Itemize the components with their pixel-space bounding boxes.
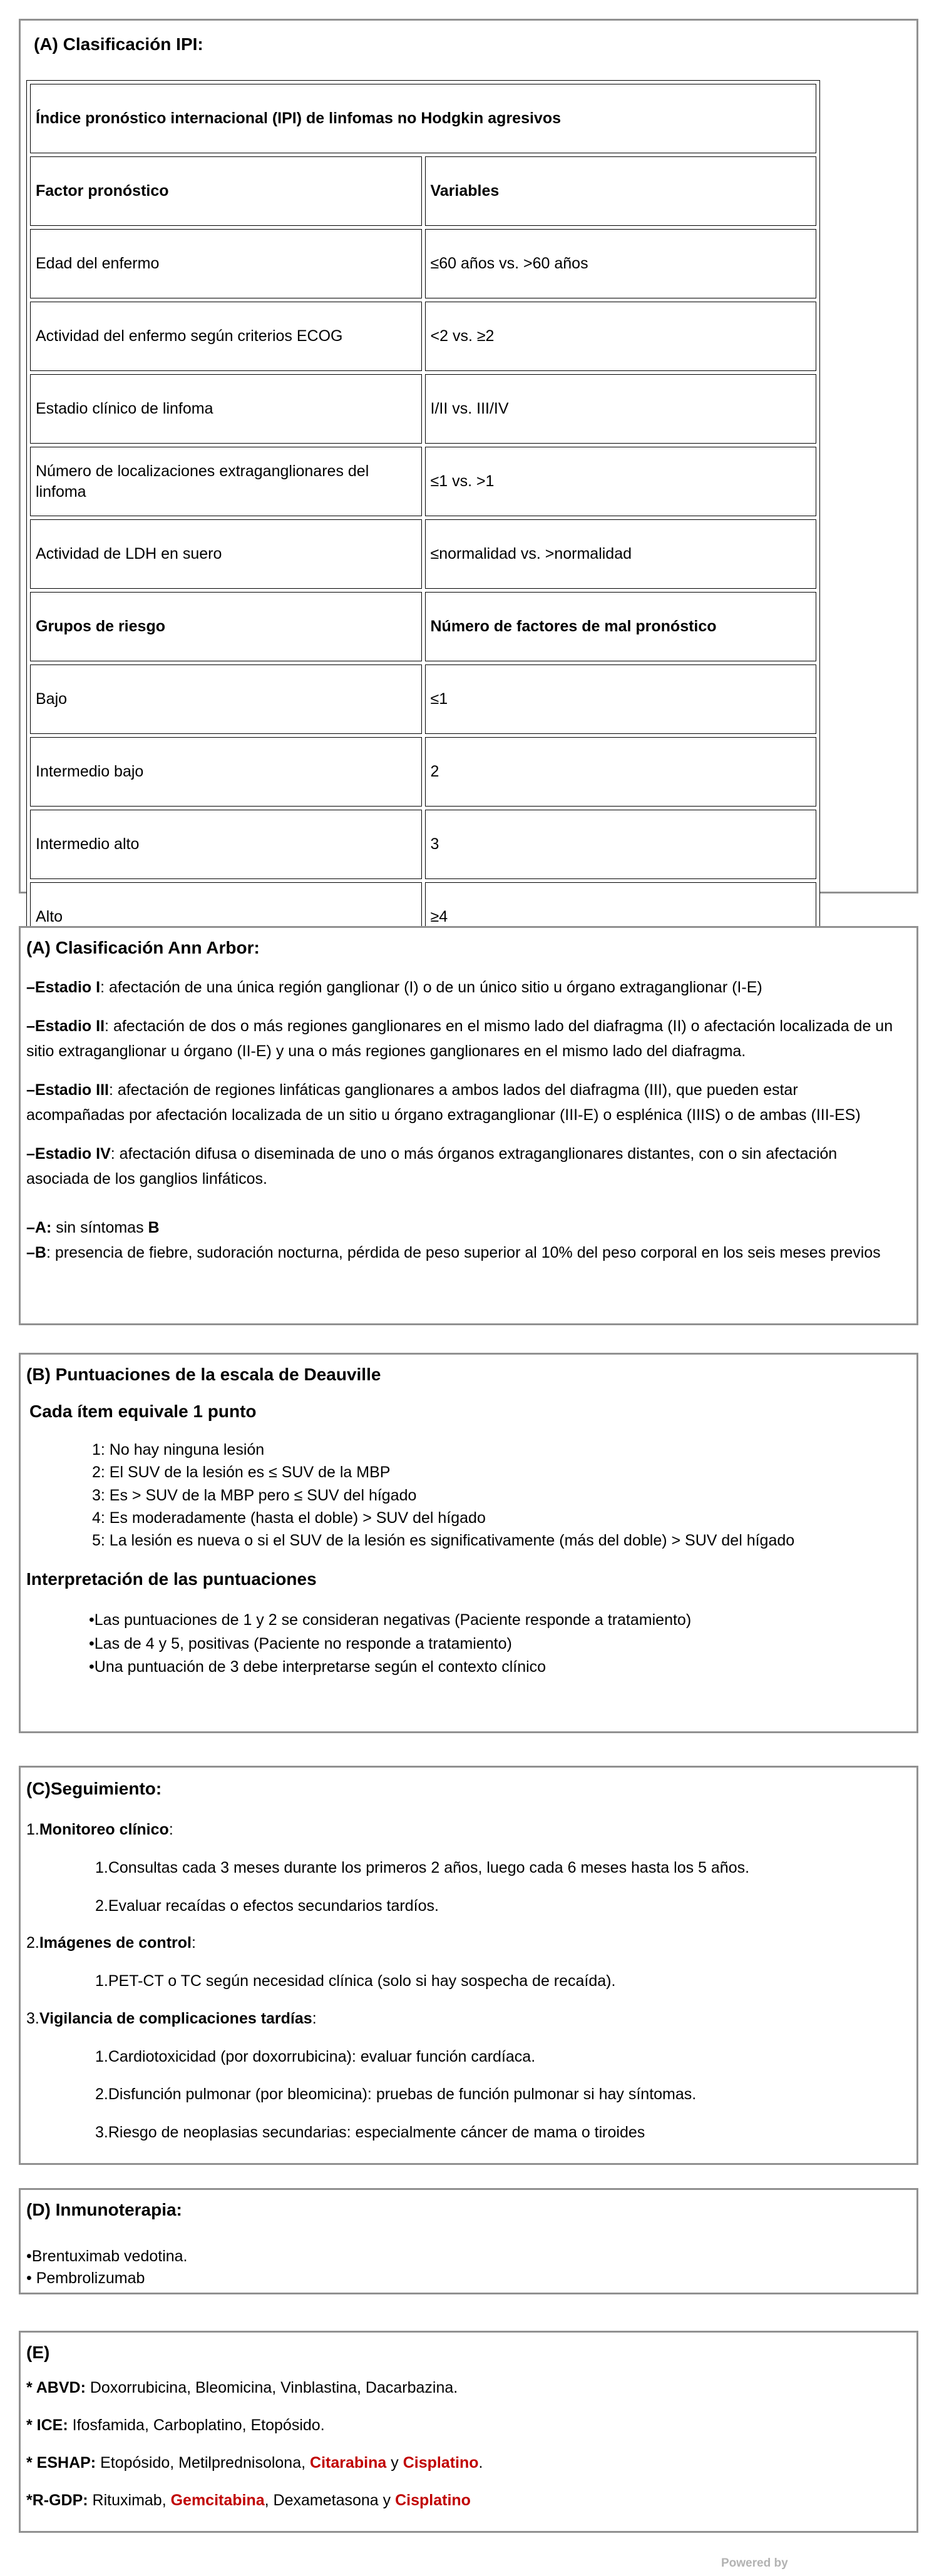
section-title-text: Vigilancia de complicaciones tardías bbox=[39, 2009, 312, 2027]
plain-text: Rituximab, bbox=[88, 2492, 171, 2509]
variable-cell: ≤1 vs. >1 bbox=[425, 447, 817, 516]
table-row bbox=[30, 592, 816, 661]
bullet-item: • Una puntuación de 3 debe interpretarse según el contexto clínico bbox=[89, 1656, 900, 1679]
panel-immunotherapy bbox=[19, 2188, 918, 2294]
bold-text: –B bbox=[26, 1244, 46, 1261]
stage-paragraph bbox=[26, 1141, 900, 1191]
bold-text: B bbox=[148, 1219, 160, 1236]
bold-text: –Estadio III bbox=[26, 1081, 109, 1099]
bold-text: –A: bbox=[26, 1219, 52, 1236]
risk-count-cell: ≤1 bbox=[425, 664, 817, 734]
bold-text: –Estadio IV bbox=[26, 1145, 111, 1163]
table-row bbox=[30, 810, 816, 879]
score-item: 3: Es > SUV de la MBP pero ≤ SUV del hígado bbox=[92, 1486, 417, 1504]
bold-text: * ICE: bbox=[26, 2416, 68, 2434]
score-item: 2: El SUV de la lesión es ≤ SUV de la MBP bbox=[92, 1464, 391, 1482]
risk-count-cell: ≥4 bbox=[425, 882, 817, 952]
table-row bbox=[30, 447, 816, 516]
plain-text: : afectación de una única región ganglionar (I) o de un único sitio u órgano extraganglionar (I-E) bbox=[100, 979, 762, 996]
highlighted-drug-name: Gemcitabina bbox=[170, 2492, 265, 2509]
section-number: 1. bbox=[26, 1821, 39, 1838]
risk-group-cell: Intermedio alto bbox=[30, 810, 422, 879]
variable-cell: I/II vs. III/IV bbox=[425, 374, 817, 444]
immunotherapy-list bbox=[26, 2246, 900, 2289]
risk-group-cell: Intermedio bajo bbox=[30, 737, 422, 807]
regimen-line-rgdp bbox=[26, 2490, 900, 2512]
section-title-text: Imágenes de control bbox=[39, 1934, 192, 1952]
follow-up-item: 2.Disfunción pulmonar (por bleomicina): pruebas de función pulmonar si hay síntomas. bbox=[95, 2085, 697, 2104]
plain-text: y bbox=[386, 2454, 403, 2472]
follow-up-item: 1.Consultas cada 3 meses durante los primeros 2 años, luego cada 6 meses hasta los 5 años. bbox=[95, 1858, 750, 1876]
score-item: 5: La lesión es nueva o si el SUV de la lesión es significativamente (más del doble) > SUV del hígado bbox=[92, 1532, 795, 1549]
bullet-item: • Las de 4 y 5, positivas (Paciente no responde a tratamiento) bbox=[89, 1632, 900, 1656]
panel-deauville-scale bbox=[19, 1353, 918, 1733]
deauville-subheading: Cada ítem equivale 1 punto bbox=[29, 1402, 257, 1421]
powered-by-label: Powered by bbox=[721, 2557, 788, 2570]
panel-ann-arbor bbox=[19, 926, 918, 1325]
plain-text: sin síntomas bbox=[51, 1219, 148, 1236]
interpretation-heading: Interpretación de las puntuaciones bbox=[26, 1569, 317, 1589]
table-row bbox=[30, 229, 816, 298]
variable-cell: ≤normalidad vs. >normalidad bbox=[425, 519, 817, 589]
table-row bbox=[30, 156, 816, 226]
factor-cell: Actividad de LDH en suero bbox=[30, 519, 422, 589]
factor-cell: Número de localizaciones extraganglionares del linfoma bbox=[30, 447, 422, 516]
panel-chemo-regimens bbox=[19, 2331, 918, 2533]
risk-groups-header: Grupos de riesgo bbox=[30, 592, 422, 661]
highlighted-drug-name: Cisplatino bbox=[395, 2492, 471, 2509]
risk-group-cell: Bajo bbox=[30, 664, 422, 734]
bold-text: * ABVD: bbox=[26, 2379, 86, 2396]
panel-ipi-classification bbox=[19, 19, 918, 926]
score-item: 4: Es moderadamente (hasta el doble) > SUV del hígado bbox=[92, 1509, 486, 1527]
highlighted-drug-name: Citarabina bbox=[310, 2454, 387, 2472]
follow-up-section-title bbox=[26, 2008, 900, 2030]
risk-factors-header: Número de factores de mal pronóstico bbox=[425, 592, 817, 661]
section-number: 2. bbox=[26, 1934, 39, 1952]
risk-count-cell: 2 bbox=[425, 737, 817, 807]
interpretation-bullet-list bbox=[89, 1609, 900, 1679]
variable-cell: ≤60 años vs. >60 años bbox=[425, 229, 817, 298]
section-colon: : bbox=[312, 2009, 317, 2027]
follow-up-item: 1.Cardiotoxicidad (por doxorrubicina): evaluar función cardíaca. bbox=[95, 2047, 536, 2065]
panel-follow-up bbox=[19, 1766, 918, 2165]
follow-up-section-title bbox=[26, 1820, 900, 1841]
deauville-heading: (B) Puntuaciones de la escala de Deauville bbox=[26, 1365, 381, 1384]
column-header-variables: Variables bbox=[425, 156, 817, 226]
section-colon: : bbox=[168, 1821, 173, 1838]
section-title-text: Monitoreo clínico bbox=[39, 1821, 169, 1838]
regimen-line-abvd bbox=[26, 2377, 900, 2399]
highlighted-drug-name: Cisplatino bbox=[403, 2454, 479, 2472]
ann-arbor-heading: (A) Clasificación Ann Arbor: bbox=[26, 938, 260, 957]
risk-group-cell: Alto bbox=[30, 882, 422, 952]
bold-text: *R-GDP: bbox=[26, 2492, 88, 2509]
plain-text: : afectación de dos o más regiones ganglionares en el mismo lado del diafragma (II) o afectación localizada de un sitio extraganglionar u órgano (II-E) y una o más regiones ganglionares en el mismo lado del diafragma. bbox=[26, 1017, 893, 1060]
ipi-table-title: Índice pronóstico internacional (IPI) de linfomas no Hodgkin agresivos bbox=[30, 84, 816, 153]
table-row bbox=[30, 374, 816, 444]
follow-up-item: 1.PET-CT o TC según necesidad clínica (solo si hay sospecha de recaída). bbox=[95, 1972, 616, 1990]
factor-cell: Actividad del enfermo según criterios ECOG bbox=[30, 302, 422, 371]
section-number: 3. bbox=[26, 2009, 39, 2027]
ipi-heading: (A) Clasificación IPI: bbox=[34, 34, 203, 54]
table-row bbox=[30, 519, 816, 589]
symptom-b-line bbox=[26, 1240, 900, 1265]
table-row bbox=[30, 664, 816, 734]
plain-text: Ifosfamida, Carboplatino, Etopósido. bbox=[68, 2416, 325, 2434]
drug-item: •Brentuximab vedotina. bbox=[26, 2248, 188, 2265]
stage-paragraph bbox=[26, 1014, 900, 1064]
drug-item: • Pembrolizumab bbox=[26, 2269, 145, 2287]
follow-up-heading: (C)Seguimiento: bbox=[26, 1779, 162, 1798]
ipi-table bbox=[26, 80, 820, 955]
bold-text: –Estadio I bbox=[26, 979, 101, 996]
plain-text: : afectación difusa o diseminada de uno o más órganos extraganglionares distantes, con o sin afectación asociada de los ganglios linfáticos. bbox=[26, 1145, 838, 1188]
regimen-line-eshap bbox=[26, 2452, 900, 2474]
table-row bbox=[30, 302, 816, 371]
score-item: 1: No hay ninguna lesión bbox=[92, 1441, 265, 1459]
variable-cell: <2 vs. ≥2 bbox=[425, 302, 817, 371]
symptom-a-line bbox=[26, 1215, 900, 1240]
stage-paragraph bbox=[26, 975, 900, 1000]
regimen-line-ice bbox=[26, 2415, 900, 2436]
plain-text: Doxorrubicina, Bleomicina, Vinblastina, Dacarbazina. bbox=[85, 2379, 458, 2396]
regimens-heading: (E) bbox=[26, 2343, 50, 2362]
table-row bbox=[30, 737, 816, 807]
stage-paragraph bbox=[26, 1077, 900, 1128]
risk-count-cell: 3 bbox=[425, 810, 817, 879]
follow-up-item: 3.Riesgo de neoplasias secundarias: especialmente cáncer de mama o tiroides bbox=[95, 2124, 645, 2141]
immunotherapy-heading: (D) Inmunoterapia: bbox=[26, 2200, 182, 2219]
plain-text: . bbox=[478, 2454, 483, 2472]
plain-text: : presencia de fiebre, sudoración nocturna, pérdida de peso superior al 10% del peso corporal en los seis meses previos bbox=[46, 1244, 881, 1261]
plain-text: , Dexametasona y bbox=[264, 2492, 396, 2509]
bullet-item: • Las puntuaciones de 1 y 2 se consideran negativas (Paciente responde a tratamiento) bbox=[89, 1609, 900, 1632]
factor-cell: Edad del enfermo bbox=[30, 229, 422, 298]
symptoms-block bbox=[26, 1215, 900, 1265]
follow-up-section-title bbox=[26, 1933, 900, 1954]
section-colon: : bbox=[191, 1934, 196, 1952]
table-row bbox=[30, 84, 816, 153]
deauville-score-list bbox=[92, 1438, 900, 1552]
column-header-factor: Factor pronóstico bbox=[30, 156, 422, 226]
plain-text: Etopósido, Metilprednisolona, bbox=[96, 2454, 310, 2472]
bold-text: –Estadio II bbox=[26, 1017, 105, 1035]
bold-text: * ESHAP: bbox=[26, 2454, 96, 2472]
plain-text: : afectación de regiones linfáticas ganglionares a ambos lados del diafragma (III), que pueden estar acompañadas por afectación localizada de un sitio u órgano extraganglionar (III-E) o esplénica (IIIS) o de ambas (III-ES) bbox=[26, 1081, 861, 1124]
follow-up-item: 2.Evaluar recaídas o efectos secundarios tardíos. bbox=[95, 1896, 439, 1915]
factor-cell: Estadio clínico de linfoma bbox=[30, 374, 422, 444]
